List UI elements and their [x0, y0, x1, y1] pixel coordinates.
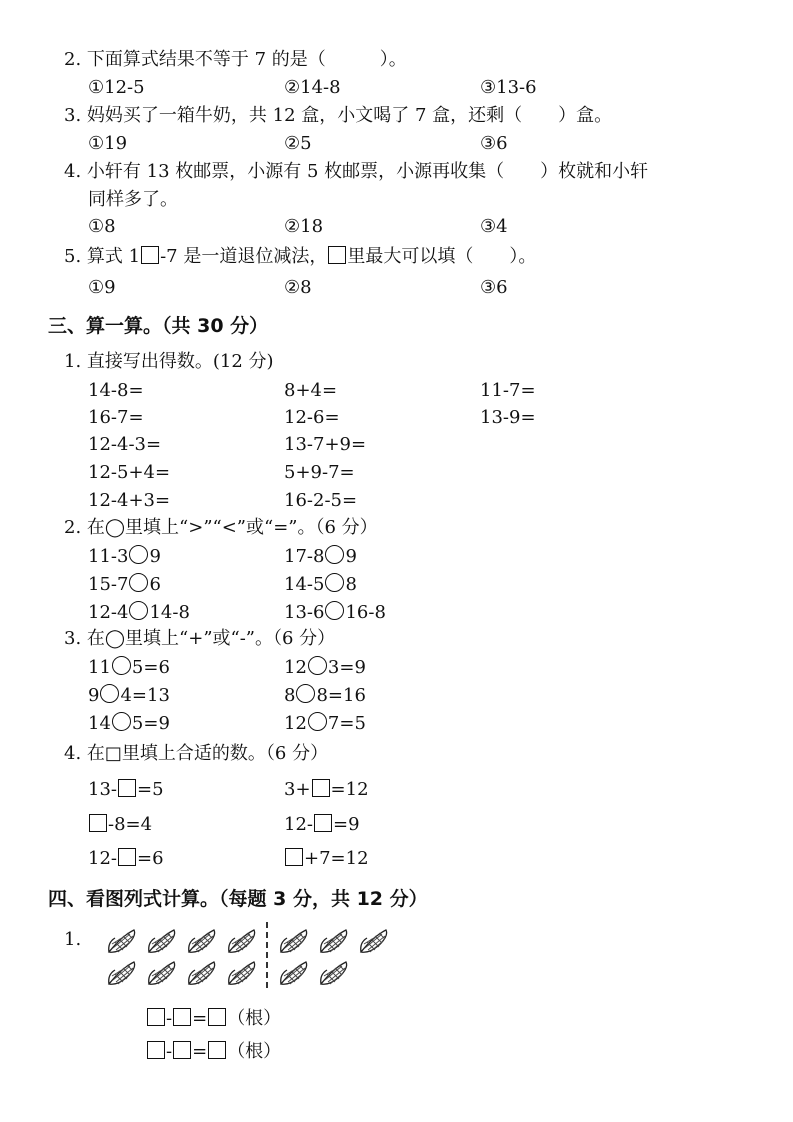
s4q1-number: 1.	[64, 929, 82, 950]
answer-circle	[112, 712, 131, 731]
question-3-text: 3. 妈妈买了一箱牛奶，共 12 盒，小文喝了 7 盒，还剩（ ）盒。	[64, 105, 613, 126]
calc-item: 8+4=	[284, 380, 338, 401]
s3q4-title: 4. 在□里填上合适的数。（6 分）	[64, 743, 329, 764]
answer-box	[118, 848, 136, 866]
fill-item: 3+ =12	[284, 779, 369, 800]
q5-option-2: ②8	[284, 277, 312, 298]
s3q3-title: 3. 在◯里填上“+”或“-”。（6 分）	[64, 628, 336, 649]
compare-item: 14-5 8	[284, 574, 357, 595]
answer-box	[89, 814, 107, 832]
fill-item: 12- =6	[88, 848, 164, 869]
q2-option-2: ②14-8	[284, 77, 341, 98]
calc-item: 11-7=	[480, 380, 536, 401]
equation-line-2: - = （根）	[146, 1040, 281, 1064]
corn-cob-icon	[318, 958, 352, 988]
calc-item: 16-7=	[88, 407, 144, 428]
q3-option-3: ③6	[480, 133, 508, 154]
corn-cob-icon	[186, 926, 220, 956]
answer-circle	[296, 684, 315, 703]
answer-box	[118, 779, 136, 797]
operator-item: 12 3=9	[284, 657, 366, 678]
unit-label: （根）	[227, 1041, 282, 1062]
answer-box	[312, 779, 330, 797]
q4-option-1: ①8	[88, 216, 116, 237]
compare-item: 11-3 9	[88, 546, 161, 567]
s3q2-title: 2. 在◯里填上“>”“<”或“=”。（6 分）	[64, 517, 378, 538]
group-divider	[266, 922, 268, 988]
answer-box	[147, 1041, 165, 1059]
q3-option-2: ②5	[284, 133, 312, 154]
section-3-title: 三、算一算。（共 30 分）	[48, 315, 269, 337]
answer-circle	[112, 656, 131, 675]
answer-box	[328, 246, 346, 264]
answer-box	[141, 246, 159, 264]
answer-circle	[129, 545, 148, 564]
operator-item: 9 4=13	[88, 685, 170, 706]
corn-cob-icon	[278, 958, 312, 988]
equation-line-1: - = （根）	[146, 1007, 281, 1031]
calc-item: 16-2-5=	[284, 490, 358, 511]
answer-box	[173, 1008, 191, 1026]
calc-item: 12-4+3=	[88, 490, 171, 511]
corn-cob-icon	[106, 958, 140, 988]
answer-box	[314, 814, 332, 832]
section-4-title: 四、看图列式计算。（每题 3 分，共 12 分）	[48, 888, 428, 910]
corn-cob-icon	[186, 958, 220, 988]
corn-cob-icon	[318, 926, 352, 956]
q2-option-1: ①12-5	[88, 77, 145, 98]
fill-item: +7=12	[284, 847, 369, 871]
answer-box	[208, 1008, 226, 1026]
calc-item: 12-4-3=	[88, 434, 162, 455]
answer-circle	[129, 573, 148, 592]
operator-item: 14 5=9	[88, 713, 170, 734]
calc-item: 12-5+4=	[88, 462, 171, 483]
answer-circle	[325, 545, 344, 564]
q3-option-1: ①19	[88, 133, 128, 154]
question-5-text: 5. 算式 1 -7 是一道退位减法， 里最大可以填（ ）。	[64, 246, 537, 267]
answer-circle	[129, 601, 148, 620]
compare-item: 13-6 16-8	[284, 602, 386, 623]
corn-cob-icon	[146, 926, 180, 956]
calc-item: 5+9-7=	[284, 462, 355, 483]
answer-circle	[100, 684, 119, 703]
calc-item: 14-8=	[88, 380, 144, 401]
answer-circle	[325, 573, 344, 592]
answer-box	[173, 1041, 191, 1059]
compare-item: 17-8 9	[284, 546, 357, 567]
calc-item: 13-7+9=	[284, 434, 367, 455]
corn-cob-icon	[226, 958, 260, 988]
question-2-text: 2. 下面算式结果不等于 7 的是（ ）。	[64, 49, 407, 70]
answer-box	[285, 848, 303, 866]
operator-item: 12 7=5	[284, 713, 366, 734]
compare-item: 12-4 14-8	[88, 602, 190, 623]
answer-box	[208, 1041, 226, 1059]
q4-option-3: ③4	[480, 216, 508, 237]
question-4-text-line2: 同样多了。	[88, 189, 178, 210]
answer-circle	[308, 712, 327, 731]
corn-cob-icon	[278, 926, 312, 956]
q5-option-1: ①9	[88, 277, 116, 298]
fill-item: 12- =9	[284, 814, 360, 835]
q2-option-3: ③13-6	[480, 77, 537, 98]
q5-option-3: ③6	[480, 277, 508, 298]
corn-cob-icon	[106, 926, 140, 956]
fill-item: -8=4	[88, 813, 152, 837]
unit-label: （根）	[227, 1008, 282, 1029]
operator-item: 8 8=16	[284, 685, 366, 706]
answer-box	[147, 1008, 165, 1026]
operator-item: 11 5=6	[88, 657, 170, 678]
corn-cob-icon	[146, 958, 180, 988]
question-4-text-line1: 4. 小轩有 13 枚邮票，小源有 5 枚邮票，小源再收集（ ）枚就和小轩	[64, 161, 649, 182]
calc-item: 13-9=	[480, 407, 536, 428]
s3q1-title: 1. 直接写出得数。(12 分)	[64, 351, 274, 372]
compare-item: 15-7 6	[88, 574, 161, 595]
corn-cob-icon	[226, 926, 260, 956]
answer-circle	[308, 656, 327, 675]
calc-item: 12-6=	[284, 407, 340, 428]
q4-option-2: ②18	[284, 216, 324, 237]
fill-item: 13- =5	[88, 779, 164, 800]
corn-cob-icon	[358, 926, 392, 956]
answer-circle	[325, 601, 344, 620]
